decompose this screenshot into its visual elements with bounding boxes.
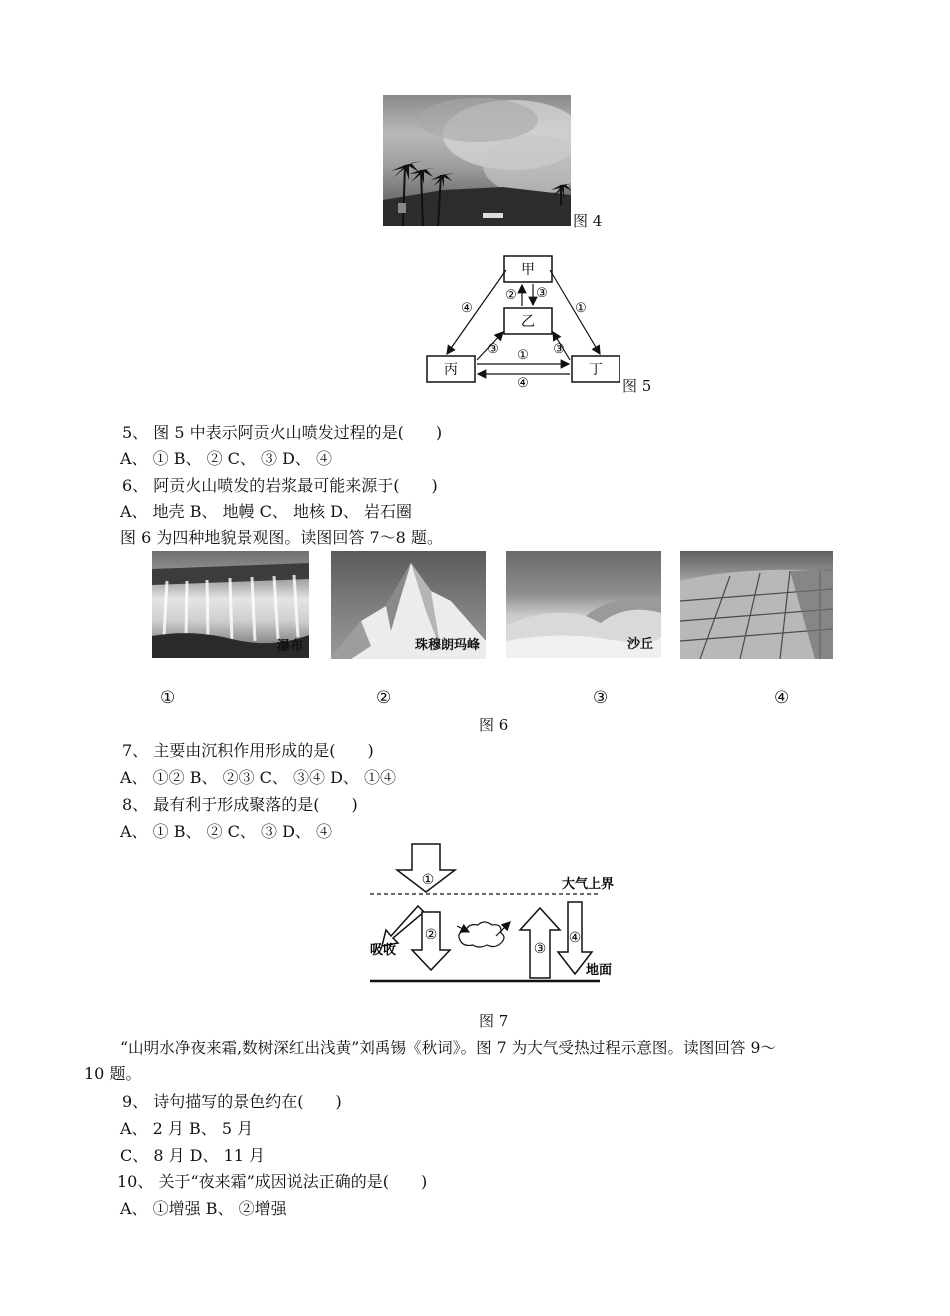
arrow-label-2: ② [424, 927, 438, 943]
photo-everest-label: 珠穆朗玛峰 [414, 638, 480, 653]
photo-waterfall-label: 瀑布 [276, 639, 303, 654]
figure7-atmosphere-heating-diagram [360, 840, 630, 988]
label-ding-bing: ④ [517, 376, 529, 390]
q5-stem: 5、 图 5 中表示阿贡火山喷发过程的是( ) [122, 423, 443, 442]
figure7-caption: 图 7 [479, 1012, 509, 1030]
label-bing-ding: ① [517, 348, 529, 363]
photo-everest [331, 551, 486, 659]
arrow-label-4: ④ [568, 930, 582, 946]
figure6-intro: 图 6 为四种地貌景观图。读图回答 7～8 题。 [120, 528, 443, 547]
intro-9-10-line2: 10 题。 [84, 1064, 142, 1083]
label-absorb: 吸收 [370, 943, 397, 958]
figure6-number-2: ② [376, 688, 392, 708]
arrow-label-3: ③ [533, 941, 547, 957]
figure6-number-4: ④ [774, 688, 790, 708]
q5-options: A、 ① B、 ② C、 ③ D、 ④ [120, 449, 332, 468]
label-jia-bing: ④ [461, 301, 473, 316]
figure5-rock-cycle-diagram [420, 250, 620, 390]
figure4-volcano-photo [383, 95, 571, 226]
label-jia-yi-up: ② [505, 288, 517, 303]
figure6-caption: 图 6 [479, 716, 509, 734]
intro-9-10-line1: “山明水净夜来霜,数树深红出浅黄”刘禹锡《秋词》。图 7 为大气受热过程示意图。读图回答 9～ [120, 1039, 776, 1057]
figure5-caption: 图 5 [622, 377, 652, 395]
figure4-caption: 图 4 [573, 212, 603, 230]
q7-stem: 7、 主要由沉积作用形成的是( ) [122, 741, 374, 760]
node-yi: 乙 [521, 314, 535, 330]
q9-options-2: C、 8 月 D、 11 月 [120, 1146, 266, 1165]
figure6-number-1: ① [160, 688, 176, 708]
label-ground: 地面 [586, 963, 613, 978]
node-bing: 丙 [444, 362, 458, 378]
q8-stem: 8、 最有利于形成聚落的是( ) [122, 795, 358, 814]
photo-sand-dune-label: 沙丘 [626, 637, 653, 652]
node-ding: 丁 [589, 362, 603, 378]
q8-options: A、 ① B、 ② C、 ③ D、 ④ [120, 822, 332, 841]
label-ding-yi: ③ [553, 342, 565, 357]
label-bing-yi: ③ [487, 342, 499, 357]
q6-options: A、 地壳 B、 地幔 C、 地核 D、 岩石圈 [120, 502, 412, 521]
photo-farmland-plain [680, 551, 833, 659]
node-jia: 甲 [521, 262, 535, 278]
q6-stem: 6、 阿贡火山喷发的岩浆最可能来源于( ) [122, 476, 438, 495]
q10-stem: 10、 关于“夜来霜”成因说法正确的是( ) [117, 1172, 428, 1191]
arrow-label-1: ① [421, 872, 435, 888]
q9-options-1: A、 2 月 B、 5 月 [120, 1119, 254, 1138]
label-jia-ding: ① [575, 301, 587, 316]
label-jia-yi-down: ③ [536, 286, 548, 301]
photo-waterfall [152, 551, 309, 658]
q7-options: A、 ①② B、 ②③ C、 ③④ D、 ①④ [120, 768, 396, 787]
label-atmosphere-top: 大气上界 [562, 877, 615, 892]
q10-options: A、 ①增强 B、 ②增强 [120, 1199, 287, 1218]
photo-sand-dune [506, 551, 661, 658]
q9-stem: 9、 诗句描写的景色约在( ) [122, 1092, 342, 1111]
figure6-number-3: ③ [593, 688, 609, 708]
